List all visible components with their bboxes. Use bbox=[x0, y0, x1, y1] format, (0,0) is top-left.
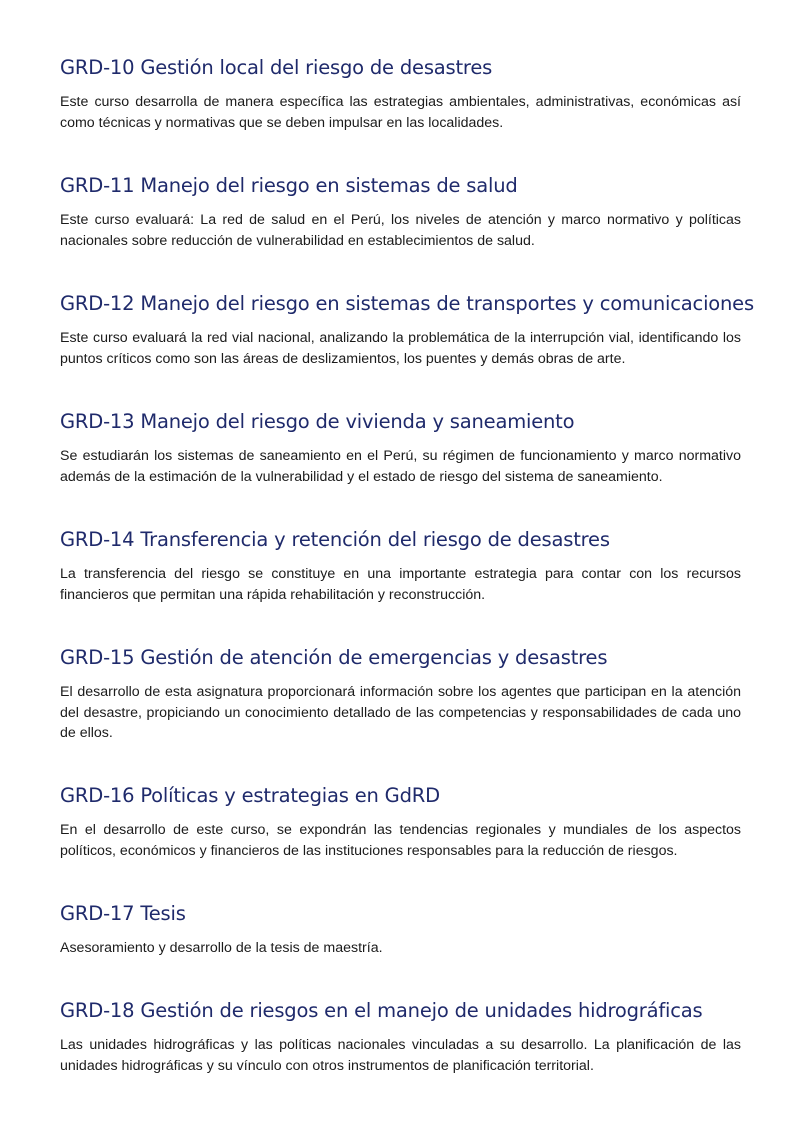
course-grd-12 bbox=[60, 292, 754, 369]
course-description: Las unidades hidrográficas y las políticas nacionales vinculadas a su desarrollo. La planificación de las unidades hidrográficas y su vínculo con otros instrumentos de planificación territorial. bbox=[60, 1037, 741, 1074]
course-title: GRD-13 Manejo del riesgo de vivienda y saneamiento bbox=[60, 410, 575, 433]
course-description: Este curso desarrolla de manera específica las estrategias ambientales, administrativas, económicas así como técnicas y normativas que se deben impulsar en las localidades. bbox=[60, 94, 741, 131]
course-title: GRD-12 Manejo del riesgo en sistemas de transportes y comunicaciones bbox=[60, 292, 754, 315]
course-grd-16 bbox=[60, 784, 741, 861]
course-grd-10 bbox=[60, 56, 741, 133]
course-title: GRD-11 Manejo del riesgo en sistemas de salud bbox=[60, 174, 518, 197]
course-title: GRD-18 Gestión de riesgos en el manejo de unidades hidrográficas bbox=[60, 999, 703, 1022]
course-grd-13 bbox=[60, 410, 741, 487]
course-title: GRD-15 Gestión de atención de emergencias y desastres bbox=[60, 646, 608, 669]
course-description: Este curso evaluará: La red de salud en el Perú, los niveles de atención y marco normativo y políticas nacionales sobre reducción de vulnerabilidad en establecimientos de salud. bbox=[60, 212, 741, 249]
course-grd-18 bbox=[60, 999, 741, 1076]
course-description: Este curso evaluará la red vial nacional, analizando la problemática de la interrupción vial, identificando los puntos críticos como son las áreas de deslizamientos, los puentes y demás obras de arte. bbox=[60, 330, 741, 367]
course-grd-17 bbox=[60, 902, 741, 959]
course-description: La transferencia del riesgo se constituye en una importante estrategia para contar con los recursos financieros que permitan una rápida rehabilitación y reconstrucción. bbox=[60, 566, 741, 603]
course-title: GRD-10 Gestión local del riesgo de desastres bbox=[60, 56, 493, 79]
course-description: En el desarrollo de este curso, se expondrán las tendencias regionales y mundiales de los aspectos políticos, económicos y financieros de las instituciones responsables para la reducción de riesgos. bbox=[60, 822, 741, 859]
course-title: GRD-17 Tesis bbox=[60, 902, 186, 925]
course-grd-15 bbox=[60, 646, 741, 744]
course-title: GRD-16 Políticas y estrategias en GdRD bbox=[60, 784, 440, 807]
course-description: Se estudiarán los sistemas de saneamiento en el Perú, su régimen de funcionamiento y marco normativo además de la estimación de la vulnerabilidad y el estado de riesgo del sistema de saneamiento. bbox=[60, 448, 741, 485]
page-corner-mark bbox=[730, 1088, 754, 1100]
course-description: El desarrollo de esta asignatura proporcionará información sobre los agentes que participan en la atención del desastre, propiciando un conocimiento detallado de las competencias y responsabilidades de cada uno de ellos. bbox=[60, 684, 741, 741]
course-title: GRD-14 Transferencia y retención del riesgo de desastres bbox=[60, 528, 610, 551]
course-grd-11 bbox=[60, 174, 741, 251]
course-description: Asesoramiento y desarrollo de la tesis de maestría. bbox=[60, 940, 383, 956]
course-grd-14 bbox=[60, 528, 741, 605]
